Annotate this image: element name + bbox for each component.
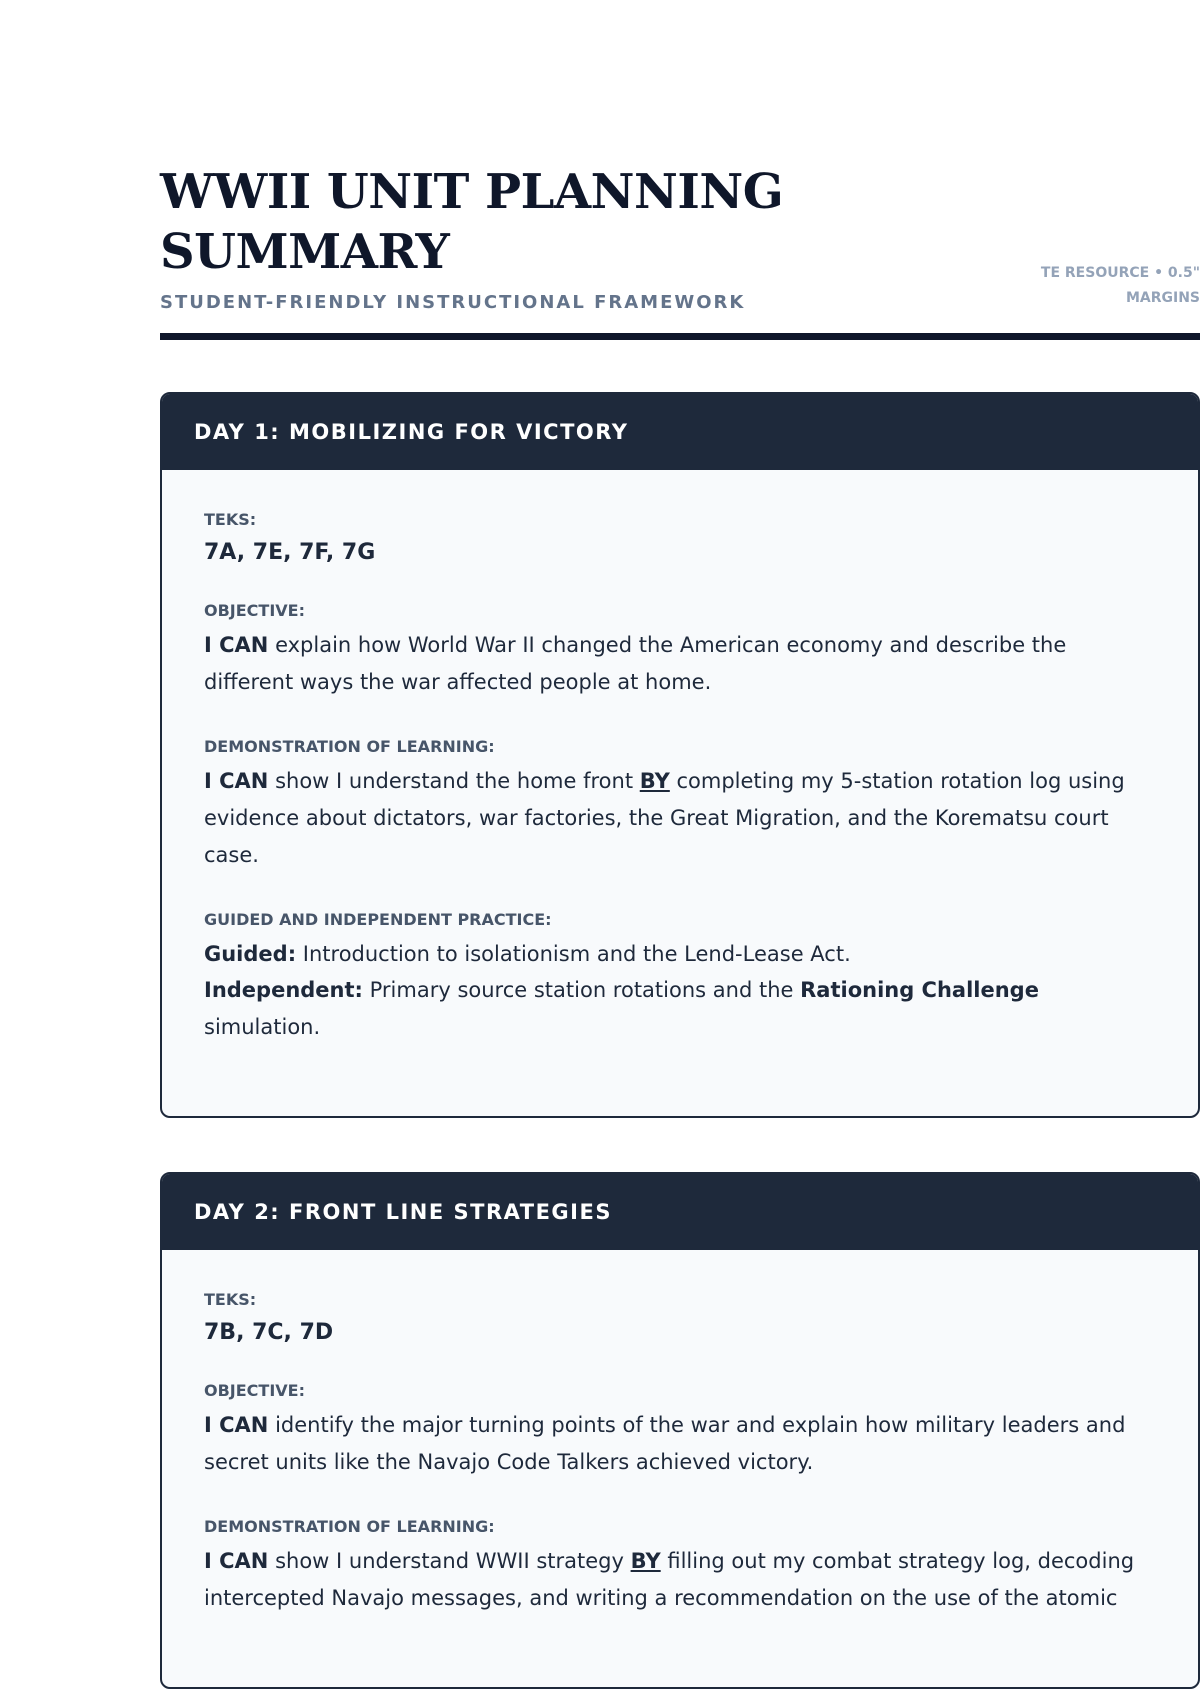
day-1-objective-text: explain how World War II changed the American economy and describe the different ways the war affected people at home.: [204, 633, 1067, 694]
day-2-objective-text: identify the major turning points of the war and explain how military leaders and secret units like the Navajo Code Talkers achieved victory.: [204, 1413, 1126, 1474]
day-1-card: [160, 392, 1200, 1118]
i-can-label: I CAN: [204, 769, 269, 793]
by-label: BY: [630, 1549, 661, 1573]
day-2-teks: 7B, 7C, 7D: [204, 1320, 334, 1345]
day-1-independent: [204, 972, 1158, 1046]
day-1-demo-after: completing my 5-station rotation log using evidence about dictators, war factories, the Great Migration, and the Korematsu court case.: [204, 769, 1125, 867]
day-1-guided-text: Introduction to isolationism and the Lend-Lease Act.: [302, 942, 851, 966]
i-can-label: I CAN: [204, 1413, 269, 1437]
day-1-demo-before: show I understand the home front: [275, 769, 634, 793]
demonstration-label: DEMONSTRATION OF LEARNING:: [204, 737, 495, 756]
demonstration-label: DEMONSTRATION OF LEARNING:: [204, 1517, 495, 1536]
day-1-demonstration: [204, 763, 1158, 874]
i-can-label: I CAN: [204, 633, 269, 657]
day-1-title: DAY 1: MOBILIZING FOR VICTORY: [162, 394, 1198, 470]
day-2-body: [162, 1250, 1198, 1687]
day-1-independent-bold: Rationing Challenge: [800, 978, 1039, 1002]
day-2-card: [160, 1172, 1200, 1689]
title-block: [160, 162, 800, 313]
resource-meta: [1041, 261, 1200, 313]
teks-label: TEKS:: [204, 1290, 257, 1309]
day-1-guided: [204, 936, 1158, 973]
day-2-demo-after: filling out my combat strategy log, decoding intercepted Navajo messages, and writing a recommendation on the use of the atomic: [204, 1549, 1135, 1610]
practice-label: GUIDED AND INDEPENDENT PRACTICE:: [204, 910, 552, 929]
by-label: BY: [639, 769, 670, 793]
day-1-objective: [204, 627, 1158, 701]
guided-label: Guided:: [204, 942, 297, 966]
i-can-label: I CAN: [204, 1549, 269, 1573]
day-2-demo-before: show I understand WWII strategy: [275, 1549, 624, 1573]
day-1-teks: 7A, 7E, 7F, 7G: [204, 540, 376, 565]
page-title: WWII UNIT PLANNING SUMMARY: [160, 164, 784, 280]
meta-line-2: MARGINS: [1125, 290, 1200, 306]
day-1-independent-after: simulation.: [204, 1015, 321, 1039]
day-2-demonstration: [204, 1543, 1158, 1617]
day-1-practice: [204, 936, 1158, 1046]
day-1-independent-before: Primary source station rotations and the: [369, 978, 794, 1002]
page-subtitle: STUDENT-FRIENDLY INSTRUCTIONAL FRAMEWORK: [160, 292, 746, 313]
teks-label: TEKS:: [204, 510, 257, 529]
document-header: [160, 162, 1200, 340]
meta-line-1: TE RESOURCE • 0.5": [1040, 265, 1200, 281]
objective-label: OBJECTIVE:: [204, 1381, 305, 1400]
day-1-body: [162, 470, 1198, 1116]
day-2-title: DAY 2: FRONT LINE STRATEGIES: [162, 1174, 1198, 1250]
document-page: [160, 162, 1200, 1689]
objective-label: OBJECTIVE:: [204, 601, 305, 620]
day-2-objective: [204, 1407, 1158, 1481]
independent-label: Independent:: [204, 978, 363, 1002]
